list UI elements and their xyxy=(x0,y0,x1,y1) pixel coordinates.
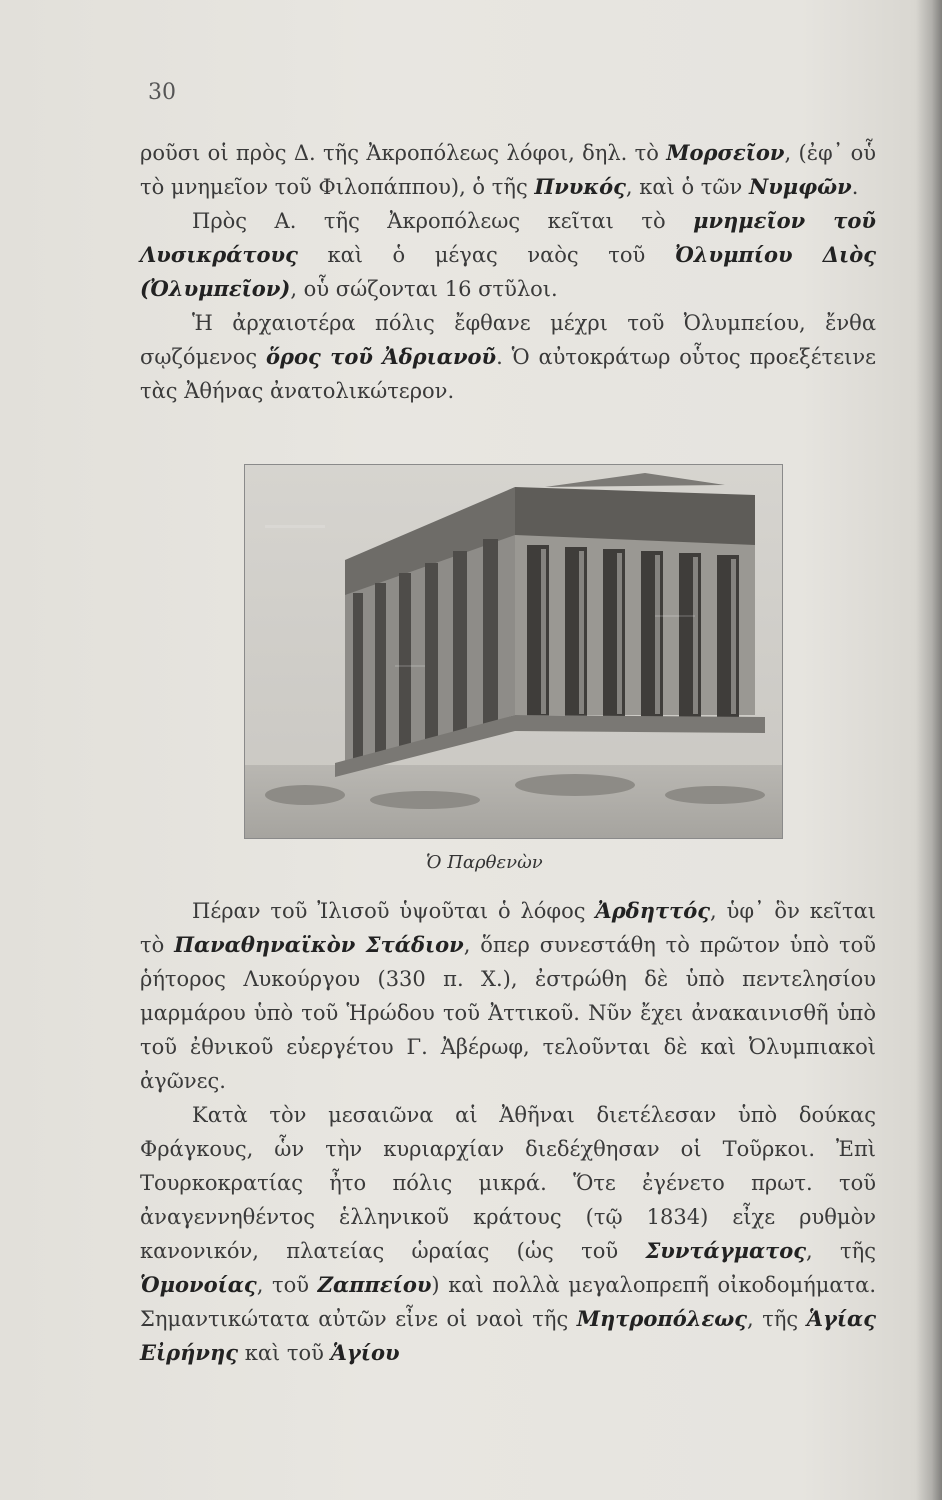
emphasized-term: Συντάγματος xyxy=(645,1238,807,1263)
emphasized-term: Ζαππείου xyxy=(317,1272,432,1297)
emphasized-term: Ὀλυμπίου Διὸς (Ὀλυμπεῖον) xyxy=(140,242,876,301)
text-run: , καὶ ὁ τῶν xyxy=(625,175,749,199)
emphasized-term: Πνυκός xyxy=(534,174,626,199)
text-block-bottom xyxy=(140,894,876,1370)
text-run: Πρὸς Α. τῆς Ἀκροπόλεως κεῖται τὸ xyxy=(192,209,694,233)
text-run: Κατὰ τὸν μεσαιῶνα αἱ Ἀθῆναι διετέλεσαν ὑπὸ δούκας Φράγκους, ὧν τὴν κυριαρχίαν διεδέχθησαν οἱ Τοῦρκοι. Ἐπὶ Τουρκοκρατίας ἦτο πόλις μικρά. Ὅτε ἐγένετο πρωτ. τοῦ ἀναγεννηθέντος ἑλληνικοῦ κράτους (τῷ 1834) εἶχε ρυθμὸν κανονικόν, πλατείας ὡραίας (ὡς τοῦ xyxy=(140,1103,876,1263)
text-run: Ἡ ἀρχαιοτέρα πόλις ἔφθανε μέχρι τοῦ Ὀλυμπείου, ἔνθα σῳζόμενος xyxy=(140,311,876,369)
emphasized-term: Νυμφῶν xyxy=(749,174,852,199)
emphasized-term: Μητροπόλεως xyxy=(576,1306,748,1331)
emphasized-term: ὅρος τοῦ Ἀδριανοῦ xyxy=(266,344,497,369)
figure-caption: Ὁ Παρθενὼν xyxy=(426,852,543,873)
text-run: , ὑφ᾿ ὃν κεῖται τὸ xyxy=(140,899,876,957)
text-run: , τοῦ xyxy=(256,1273,318,1297)
paragraph xyxy=(140,136,876,204)
emphasized-term: Μορσεῖον xyxy=(666,140,785,165)
emphasized-term: Ἁγίας Εἰρήνης xyxy=(140,1306,876,1365)
text-block-top xyxy=(140,136,876,408)
text-run: , τῆς xyxy=(747,1307,807,1331)
text-run: , ὅπερ συνεστάθη τὸ πρῶτον ὑπὸ τοῦ ῥήτορος Λυκούργου (330 π. Χ.), ἐστρώθη δὲ ὑπὸ πεντελησίου μαρμάρου ὑπὸ τοῦ Ἡρώδου τοῦ Ἀττικοῦ. Νῦν ἔχει ἀνακαινισθῆ ὑπὸ τοῦ ἐθνικοῦ εὐεργέτου Γ. Ἀβέρωφ, τελοῦνται δὲ καὶ Ὀλυμπιακοὶ ἀγῶνες. xyxy=(140,933,876,1093)
text-run: καὶ ὁ μέγας ναὸς τοῦ xyxy=(297,243,675,267)
emphasized-term: Ἁγίου xyxy=(330,1340,400,1365)
page-spine-shadow xyxy=(916,0,942,1500)
text-run: , (ἐφ᾿ οὗ τὸ μνημεῖον τοῦ Φιλοπάππου), ὁ τῆς xyxy=(140,141,876,199)
text-run: , τῆς xyxy=(806,1239,877,1263)
paragraph xyxy=(140,306,876,408)
text-run: , οὗ σώζονται 16 στῦλοι. xyxy=(290,277,558,301)
text-run: καὶ τοῦ xyxy=(238,1341,331,1365)
parthenon-photo xyxy=(244,464,783,839)
emphasized-term: Παναθηναϊκὸν Στάδιον xyxy=(174,932,464,957)
paragraph xyxy=(140,1098,876,1370)
text-run: . Ὁ αὐτοκράτωρ οὗτος προεξέτεινε τὰς Ἀθήνας ἀνατολικώτερον. xyxy=(140,345,876,403)
paragraph xyxy=(140,204,876,306)
text-run: ) καὶ πολλὰ μεγαλοπρεπῆ οἰκοδομήματα. Σημαντικώτατα αὐτῶν εἶνε οἱ ναοὶ τῆς xyxy=(140,1273,876,1331)
parthenon-illustration xyxy=(245,465,782,838)
paragraph xyxy=(140,894,876,1098)
emphasized-term: μνημεῖον τοῦ Λυσικράτους xyxy=(140,208,877,267)
page-number: 30 xyxy=(148,80,176,105)
text-run: . xyxy=(851,175,859,199)
text-run: Πέραν τοῦ Ἰλισοῦ ὑψοῦται ὁ λόφος xyxy=(192,899,596,923)
emphasized-term: Ὁμονοίας xyxy=(140,1272,257,1297)
text-run: ροῦσι οἱ πρὸς Δ. τῆς Ἀκροπόλεως λόφοι, δηλ. τὸ xyxy=(140,141,667,165)
emphasized-term: Ἀρδηττός xyxy=(595,898,711,923)
